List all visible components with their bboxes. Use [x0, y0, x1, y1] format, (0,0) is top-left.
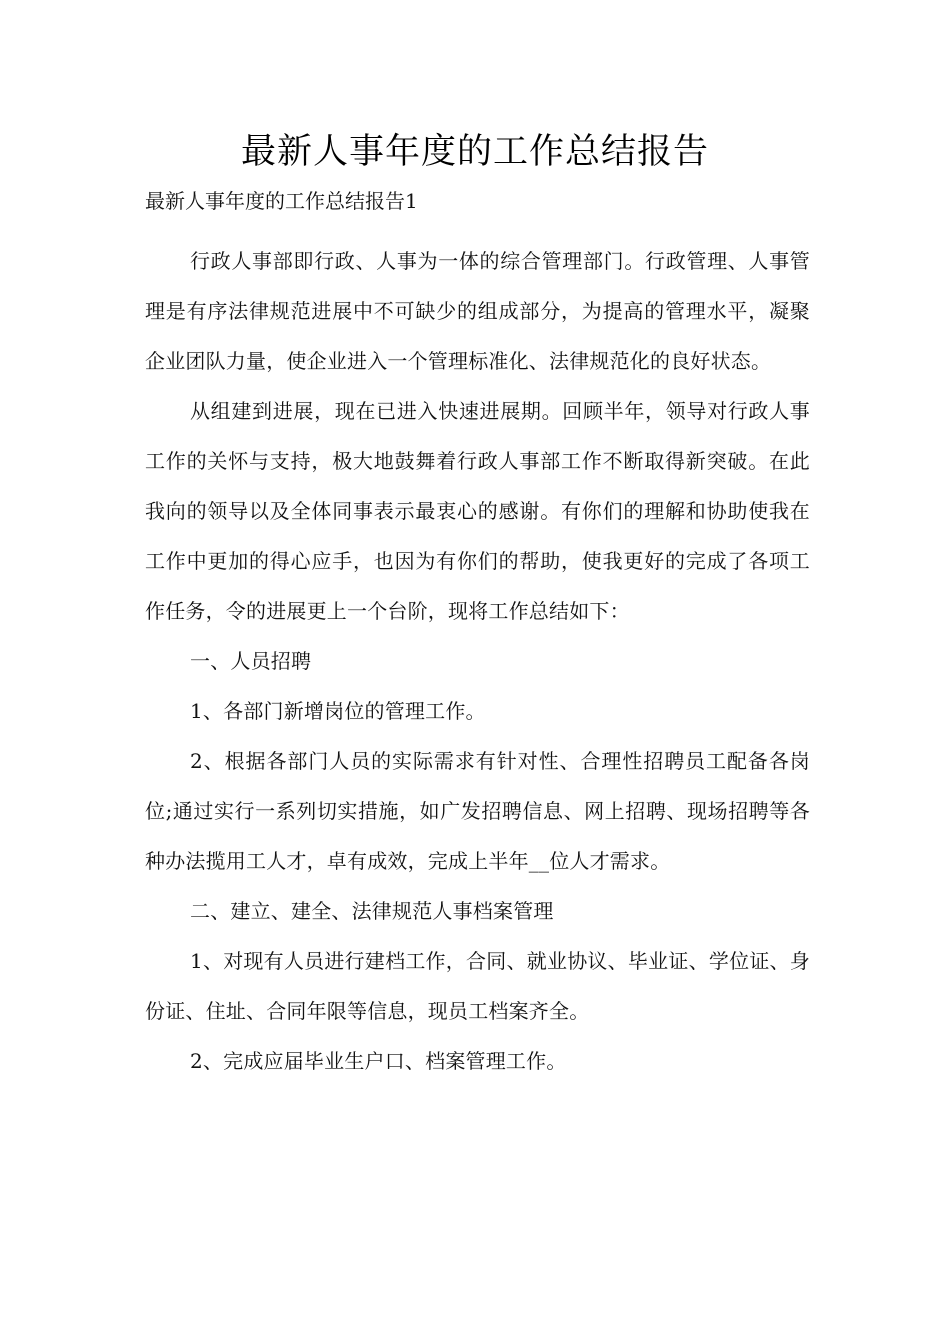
paragraph-review: 从组建到进展，现在已进入快速进展期。回顾半年，领导对行政人事工作的关怀与支持，极大地鼓舞着行政人事部工作不断取得新突破。在此我向的领导以及全体同事表示最衷心的感谢。有你们的理解和协助使我在工作中更加的得心应手，也因为有你们的帮助，使我更好的完成了各项工作任务，令的进展更上一个台阶，现将工作总结如下： [145, 399, 810, 623]
document-body [145, 236, 810, 1086]
section-heading-recruitment: 一、人员招聘 [190, 649, 312, 673]
paragraph-intro: 行政人事部即行政、人事为一体的综合管理部门。行政管理、人事管理是有序法律规范进展中不可缺少的组成部分，为提高的管理水平，凝聚企业团队力量，使企业进入一个管理标准化、法律规范化的良好状态。 [145, 249, 810, 373]
archives-item-1: 1、对现有人员进行建档工作，合同、就业协议、毕业证、学位证、身份证、住址、合同年限等信息，现员工档案齐全。 [145, 949, 810, 1023]
section-heading-archives: 二、建立、建全、法律规范人事档案管理 [190, 899, 554, 923]
document-title: 最新人事年度的工作总结报告 [240, 132, 709, 172]
recruitment-item-2: 2、根据各部门人员的实际需求有针对性、合理性招聘员工配备各岗位;通过实行一系列切实措施，如广发招聘信息、网上招聘、现场招聘等各种办法揽用工人才，卓有成效，完成上半年__位人才需求。 [145, 749, 810, 873]
recruitment-item-1: 1、各部门新增岗位的管理工作。 [190, 699, 486, 723]
document-subtitle: 最新人事年度的工作总结报告1 [145, 189, 418, 213]
archives-item-2: 2、完成应届毕业生户口、档案管理工作。 [190, 1049, 567, 1073]
